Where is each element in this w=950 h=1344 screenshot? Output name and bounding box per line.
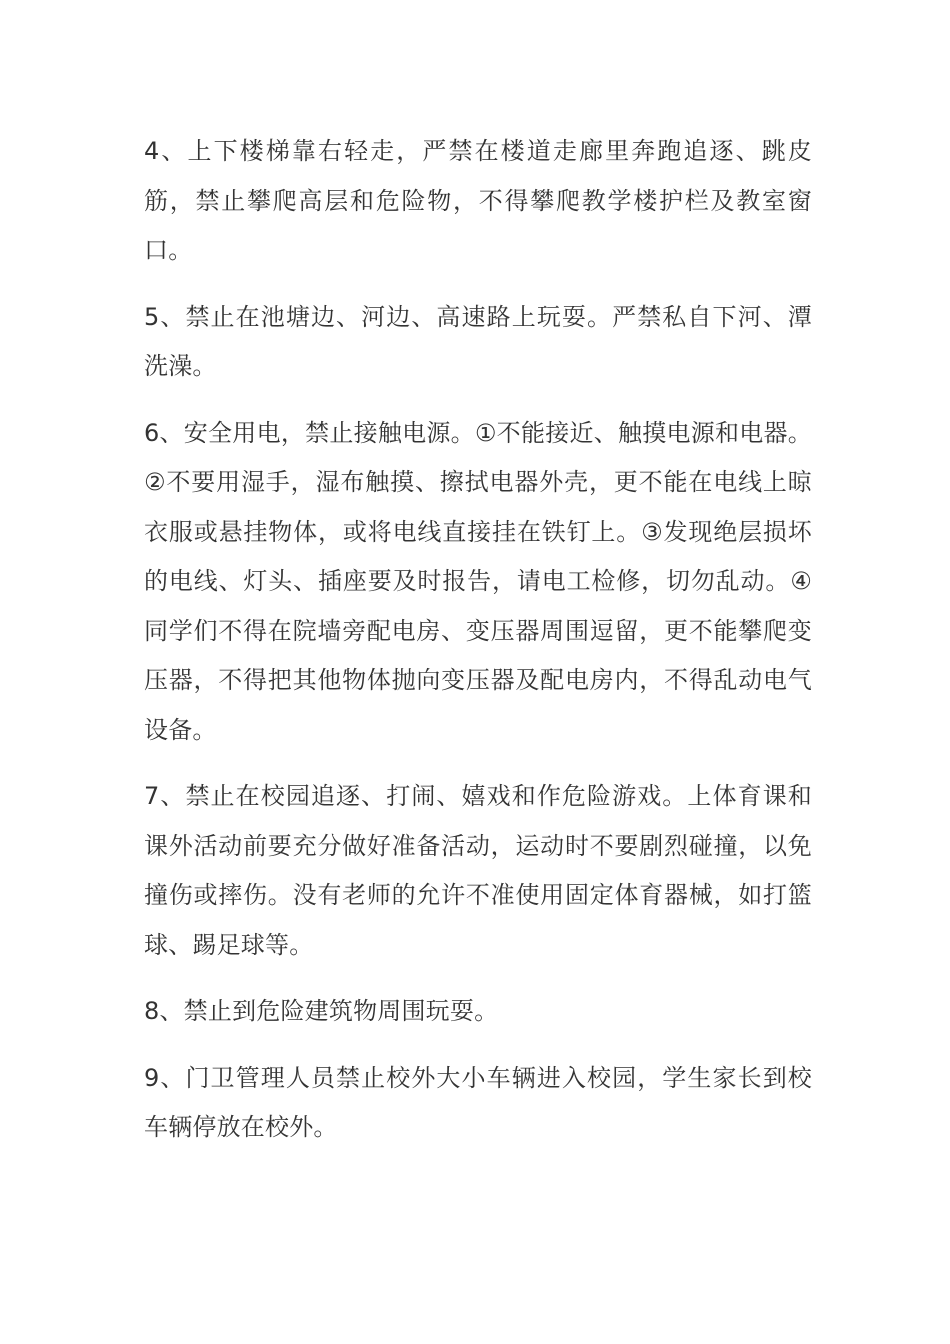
rule-paragraph-9: 9、门卫管理人员禁止校外大小车辆进入校园，学生家长到校车辆停放在校外。 xyxy=(144,1063,812,1141)
rule-paragraph-6: 6、安全用电，禁止接触电源。①不能接近、触摸电源和电器。②不要用湿手，湿布触摸、擦拭电器外壳，更不能在电线上晾衣服或悬挂物体，或将电线直接挂在铁钉上。③发现绝层损坏的电线、灯头、插座要及时报告，请电工检修，切勿乱动。④同学们不得在院墙旁配电房、变压器周围逗留，更不能攀爬变压器，不得把其他物体抛向变压器及配电房内，不得乱动电气设备。 xyxy=(144,418,812,744)
document-body xyxy=(144,127,812,1170)
rule-paragraph-5: 5、禁止在池塘边、河边、高速路上玩耍。严禁私自下河、潭洗澡。 xyxy=(144,302,812,380)
rule-paragraph-7: 7、禁止在校园追逐、打闹、嬉戏和作危险游戏。上体育课和课外活动前要充分做好准备活动，运动时不要剧烈碰撞，以免撞伤或摔伤。没有老师的允许不准使用固定体育器械，如打篮球、踢足球等。 xyxy=(144,782,812,959)
rule-paragraph-8: 8、禁止到危险建筑物周围玩耍。 xyxy=(144,997,499,1025)
rule-paragraph-4: 4、上下楼梯靠右轻走，严禁在楼道走廊里奔跑追逐、跳皮筋，禁止攀爬高层和危险物，不得攀爬教学楼护栏及教室窗口。 xyxy=(144,137,812,264)
